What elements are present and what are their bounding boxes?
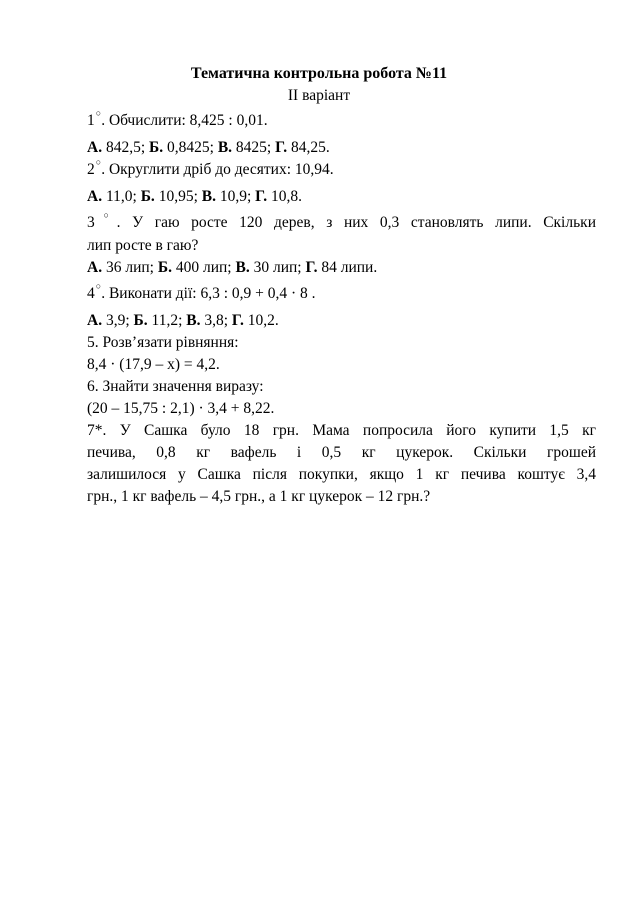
option-letter: А. — [87, 188, 103, 205]
question-1 — [87, 110, 596, 133]
option-letter: Г. — [305, 259, 318, 276]
option-value: 30 лип; — [249, 259, 306, 276]
question-5-equation: 8,4 · (17,9 – х) = 4,2. — [87, 356, 220, 373]
answers-2 — [87, 186, 596, 208]
option-value: 84 липи. — [317, 259, 378, 276]
question-5: 5. Розв’язати рівняння: — [87, 334, 239, 351]
question-3-number: 3 — [87, 214, 95, 231]
question-3-continued: лип росте в гаю? — [87, 237, 199, 254]
option-letter: А. — [87, 259, 103, 276]
option-value: 3,8; — [200, 312, 232, 329]
question-4-text: . Виконати дії: 6,3 : 0,9 + 0,4 · 8 . — [101, 285, 316, 302]
answers-4 — [87, 310, 596, 332]
option-value: 10,9; — [215, 188, 256, 205]
question-4-number: 4 — [87, 285, 95, 302]
question-7-line: 7*. У Сашка було 18 грн. Мама попросила його купити 1,5 кг — [87, 422, 596, 439]
question-2-text: . Округлити дріб до десятих: 10,94. — [101, 161, 334, 178]
option-letter: В. — [217, 139, 233, 156]
option-letter: Г. — [275, 139, 288, 156]
option-letter: Б. — [149, 139, 164, 156]
question-6: 6. Знайти значення виразу: — [87, 378, 264, 395]
question-6-expression: (20 – 15,75 : 2,1) · 3,4 + 8,22. — [87, 400, 275, 417]
question-7-line: залишилося у Сашка після покупки, якщо 1 кг печива коштує 3,4 — [87, 466, 596, 483]
page-title: Тематична контрольна робота №11 — [190, 65, 448, 82]
answers-1 — [87, 137, 596, 159]
option-value: 0,8425; — [163, 139, 218, 156]
option-value: 10,8. — [267, 188, 303, 205]
variant-label: II варіант — [287, 87, 351, 104]
option-letter: А. — [87, 312, 103, 329]
option-letter: В. — [235, 259, 250, 276]
option-value: 11,2; — [147, 312, 187, 329]
option-letter: Г. — [231, 312, 244, 329]
option-value: 10,95; — [154, 188, 202, 205]
option-value: 3,9; — [102, 312, 134, 329]
question-1-number: 1 — [87, 112, 95, 129]
option-letter: Б. — [133, 312, 148, 329]
question-1-text: . Обчислити: 8,425 : 0,01. — [101, 112, 268, 129]
answers-3 — [87, 257, 596, 279]
circle-mark-icon: ○ — [95, 157, 102, 167]
option-letter: Б. — [157, 259, 172, 276]
option-value: 11,0; — [102, 188, 141, 205]
option-letter: А. — [87, 139, 103, 156]
option-letter: Б. — [140, 188, 155, 205]
circle-mark-icon: ○ — [95, 281, 102, 291]
question-4 — [87, 283, 596, 306]
option-value: 10,2. — [243, 312, 279, 329]
question-7-line: печива, 0,8 кг вафель і 0,5 кг цукерок. Скільки грошей — [87, 444, 596, 461]
option-value: 84,25. — [287, 139, 330, 156]
option-letter: Г. — [255, 188, 268, 205]
option-letter: В. — [201, 188, 216, 205]
option-value: 400 лип; — [171, 259, 236, 276]
option-letter: В. — [186, 312, 201, 329]
option-value: 36 лип; — [102, 259, 158, 276]
question-2 — [87, 159, 596, 182]
question-3-text: . У гаю росте 120 дерев, з них 0,3 становлять липи. Скільки — [116, 214, 596, 231]
question-7-line: грн., 1 кг вафель – 4,5 грн., а 1 кг цукерок – 12 грн.? — [87, 488, 431, 505]
circle-mark-icon: ○ — [95, 108, 102, 118]
question-3 — [87, 212, 596, 235]
option-value: 842,5; — [102, 139, 150, 156]
option-value: 8425; — [232, 139, 276, 156]
question-2-number: 2 — [87, 161, 95, 178]
questions-body — [87, 110, 596, 508]
circle-mark-icon: ○ — [95, 210, 117, 220]
